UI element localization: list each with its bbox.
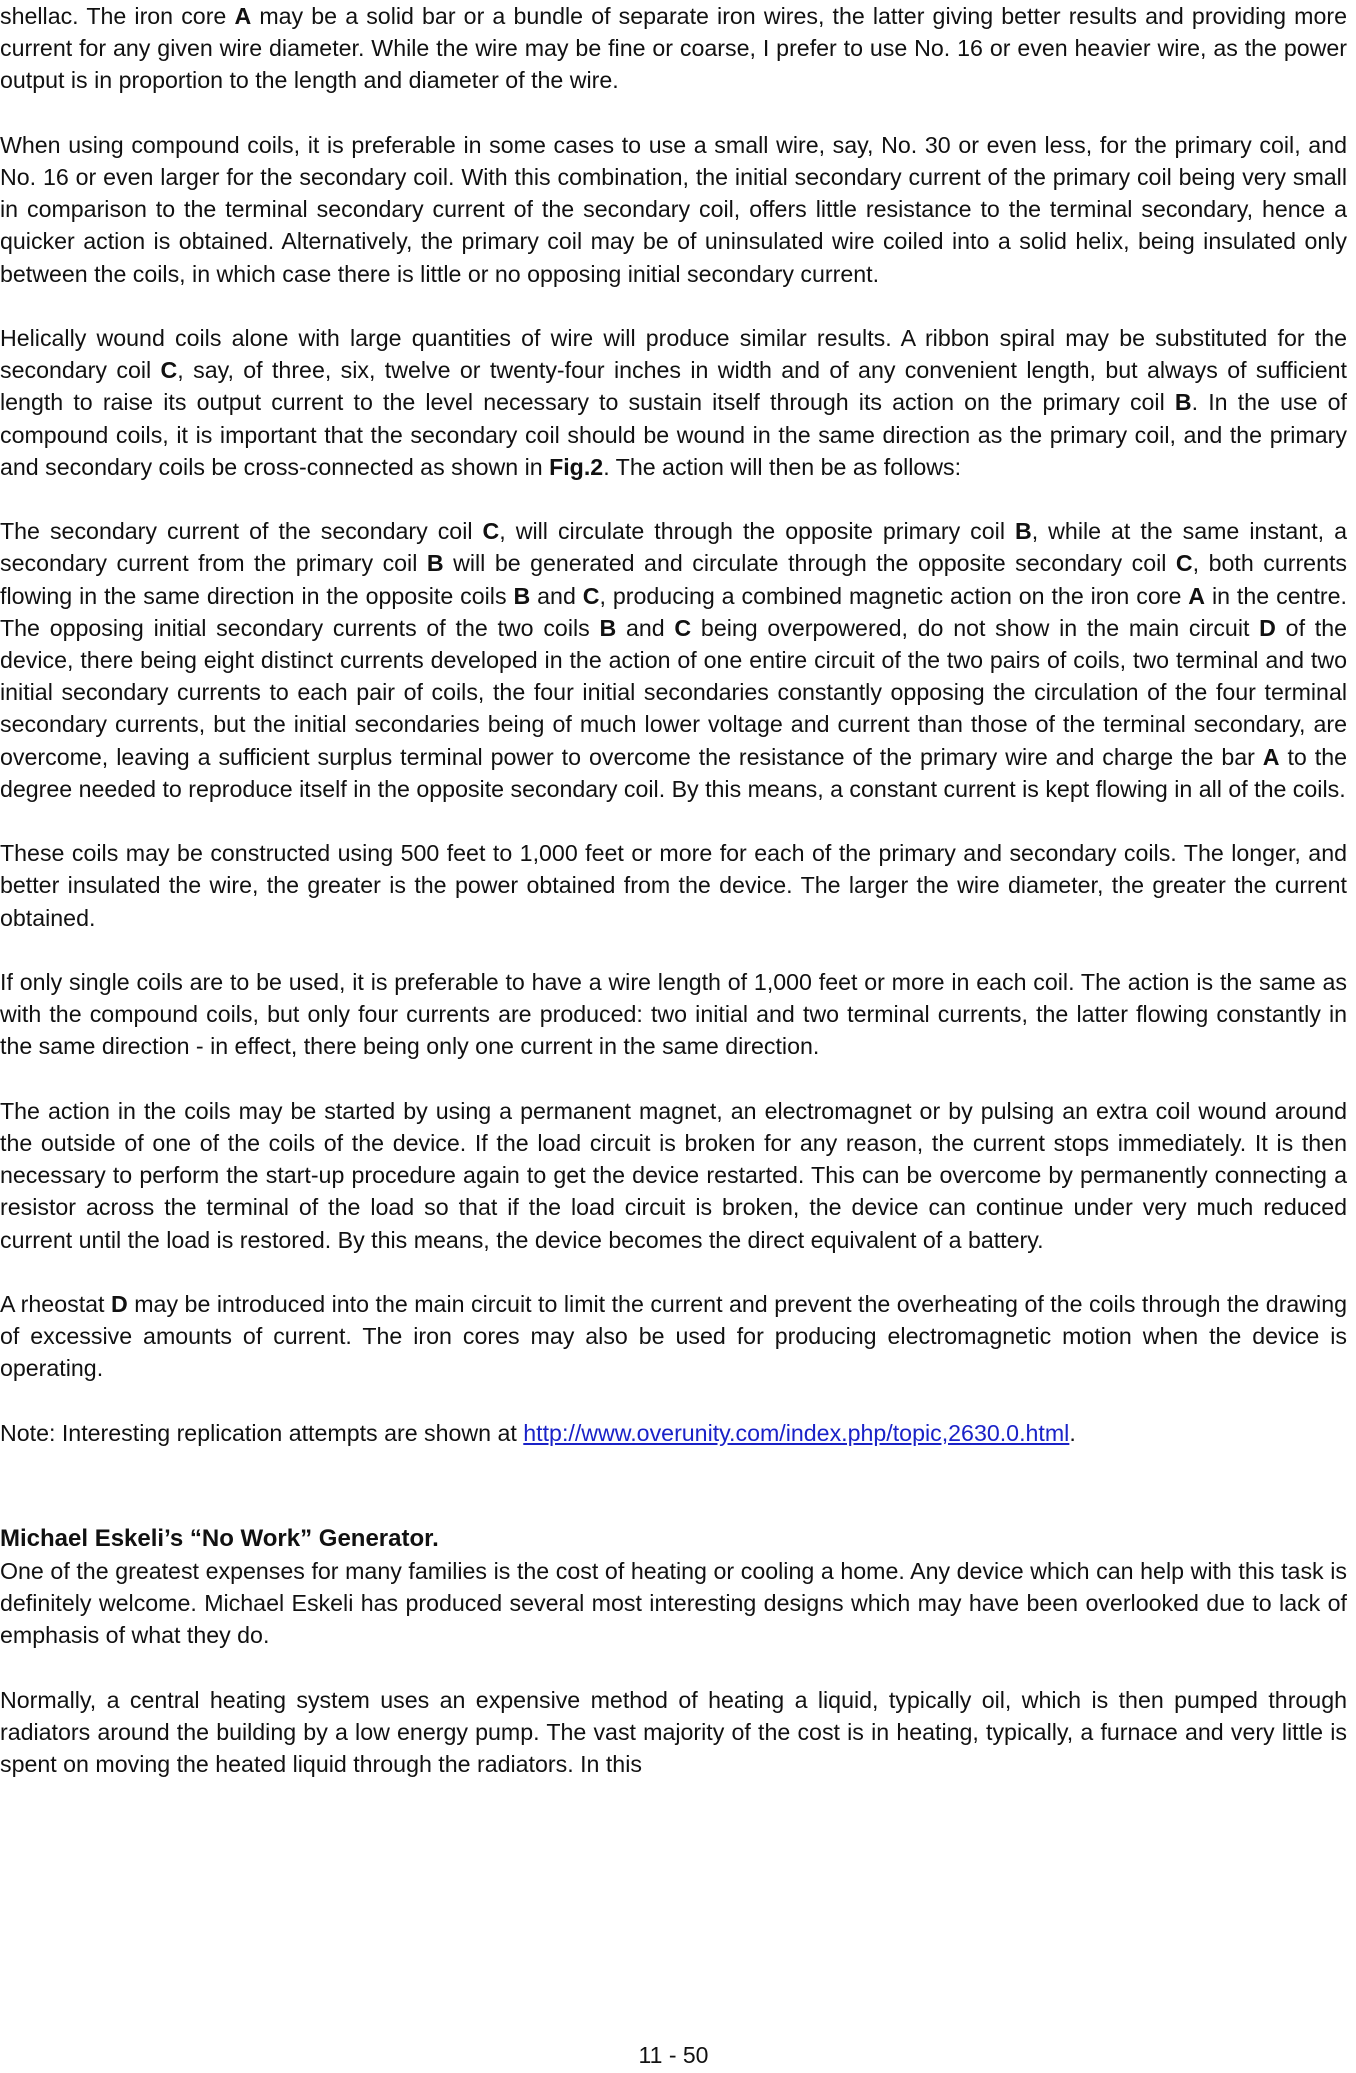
replication-link[interactable]: http://www.overunity.com/index.php/topic,2630.0.html: [523, 1419, 1070, 1446]
section-spacer: [0, 1449, 1347, 1523]
text-run: Note: Interesting replication attempts are shown at: [0, 1419, 524, 1446]
text-run: The action in the coils may be started by using a permanent magnet, an electromagnet or by pulsing an extra coil wound around the outside of one of the coils of the device. If the load circuit is broken for any reason, the current stops immediately. It is then necessary to perform the start-up procedure again to get the device restarted. This can be overcome by permanently connecting a resistor across the terminal of the load so that if the load circuit is broken, the device can continue under very much reduced current until the load is restored. By this means, the device becomes the direct equivalent of a battery.: [0, 1097, 1347, 1253]
text-run: These coils may be constructed using 500 feet to 1,000 feet or more for each of the primary and secondary coils. The longer, and better insulated the wire, the greater is the power obtained from the device. The larger the wire diameter, the greater the current obtained.: [0, 840, 1347, 931]
text-run: and: [616, 614, 675, 641]
text-run: , will circulate through the opposite primary coil: [499, 518, 1015, 545]
text-run: One of the greatest expenses for many families is the cost of heating or cooling a home. Any device which can help with this task is definitely welcome. Michael Eskeli has produced several most interesting designs which may have been overlooked due to lack of emphasis of what they do.: [0, 1558, 1347, 1649]
bold-label: C: [674, 614, 692, 641]
bold-label: C: [160, 357, 178, 384]
bold-label: D: [1259, 614, 1276, 641]
text-run: , while at the same instant, a secondary current from the primary coil: [0, 518, 1348, 577]
paragraph-coil-construction: [0, 837, 1347, 934]
text-run: Normally, a central heating system uses an expensive method of heating a liquid, typically oil, which is then pumped through radiators around the building by a low energy pump. The vast majority of the cost is in heating, typically, a furnace and very little is spent on moving the heated liquid through the radiators. In this: [0, 1686, 1347, 1778]
bold-label: B: [513, 582, 531, 609]
text-run: will be generated and circulate through the opposite secondary coil: [443, 550, 1176, 577]
text-run: , say, of three, six, twelve or twenty-four inches in width and of any convenient length, but always of sufficient length to raise its output current to the level necessary to sustain itself through its action on the primary coil: [0, 357, 1347, 416]
bold-label: D: [110, 1291, 128, 1318]
text-run: A rheostat: [0, 1291, 111, 1318]
bold-label: C: [1175, 550, 1193, 577]
text-run: .: [1069, 1419, 1076, 1446]
paragraph-heating-expenses: [0, 1555, 1347, 1652]
paragraph-helical-coils: [0, 322, 1347, 483]
paragraph-secondary-current-action: [0, 515, 1347, 805]
bold-label: A: [1188, 582, 1206, 609]
text-run: When using compound coils, it is preferable in some cases to use a small wire, say, No. 30 or even less, for the primary coil, and No. 16 or even larger for the secondary coil. With this combination, the initial secondary current of the primary coil being very small in comparison to the terminal secondary current of the secondary coil, offers little resistance to the terminal secondary, hence a quicker action is obtained. Alternatively, the primary coil may be of uninsulated wire coiled into a solid helix, being insulated only between the coils, in which case there is little or no opposing initial secondary current.: [0, 131, 1347, 287]
text-run: , producing a combined magnetic action on the iron core: [599, 582, 1189, 609]
bold-label: Fig.2: [549, 453, 604, 480]
section-heading: Michael Eskeli’s “No Work” Generator.: [0, 1525, 439, 1553]
text-run: of the device, there being eight distinct currents developed in the action of one entire circuit of the two pairs of coils, two terminal and two initial secondary currents to each pair of coils, the four initial secondaries constantly opposing the circulation of the four terminal secondary currents, but the initial secondaries being of much lower voltage and current than those of the terminal secondary, are overcome, leaving a sufficient surplus terminal power to overcome the resistance of the primary wire and charge the bar: [0, 614, 1347, 770]
text-run: . The action will then be as follows:: [603, 453, 962, 480]
text-run: being overpowered, do not show in the main circuit: [691, 614, 1260, 641]
bold-label: B: [1174, 389, 1192, 416]
text-run: shellac. The iron core: [0, 3, 235, 29]
paragraph-replication-note: [0, 1417, 1347, 1449]
bold-label: C: [482, 518, 500, 545]
text-run: . In the use of compound coils, it is important that the secondary coil should be wound in the same direction as the primary coil, and the primary and secondary coils be cross-connected as shown in: [0, 389, 1347, 480]
text-run: If only single coils are to be used, it is preferable to have a wire length of 1,000 feet or more in each coil. The action is the same as with the compound coils, but only four currents are produced: two initial and two terminal currents, the latter flowing constantly in the same direction - in effect, there being only one current in the same direction.: [0, 969, 1347, 1060]
paragraph-iron-core: [0, 0, 1347, 97]
bold-label: B: [1014, 518, 1032, 545]
text-run: Helically wound coils alone with large quantities of wire will produce similar results. A ribbon spiral may be substituted for the secondary coil: [0, 325, 1347, 384]
paragraph-start-up: [0, 1095, 1347, 1256]
text-run: may be introduced into the main circuit to limit the current and prevent the overheating of the coils through the drawing of excessive amounts of current. The iron cores may also be used for producing electromagnetic motion when the device is operating.: [0, 1291, 1347, 1382]
bold-label: A: [1262, 743, 1280, 770]
text-run: The secondary current of the secondary coil: [0, 518, 483, 545]
bold-label: C: [582, 582, 600, 609]
page-number: 11 - 50: [638, 2042, 709, 2068]
text-run: in the centre. The opposing initial secondary currents of the two coils: [0, 582, 1347, 641]
paragraph-compound-coils: [0, 129, 1347, 290]
paragraph-rheostat: [0, 1288, 1347, 1385]
text-run: to the degree needed to reproduce itself in the opposite secondary coil. By this means, a constant current is kept flowing in all of the coils.: [0, 743, 1347, 802]
bold-label: A: [234, 3, 252, 29]
paragraph-single-coils: [0, 966, 1347, 1063]
paragraph-central-heating: [0, 1684, 1347, 1781]
text-run: , both currents flowing in the same direction in the opposite coils: [0, 550, 1348, 609]
bold-label: B: [599, 614, 617, 641]
text-run: and: [530, 582, 583, 609]
text-run: may be a solid bar or a bundle of separate iron wires, the latter giving better results and providing more current for any given wire diameter. While the wire may be fine or coarse, I prefer to use No. 16 or even heavier wire, as the power output is in proportion to the length and diameter of the wire.: [0, 3, 1347, 94]
bold-label: B: [426, 550, 444, 577]
